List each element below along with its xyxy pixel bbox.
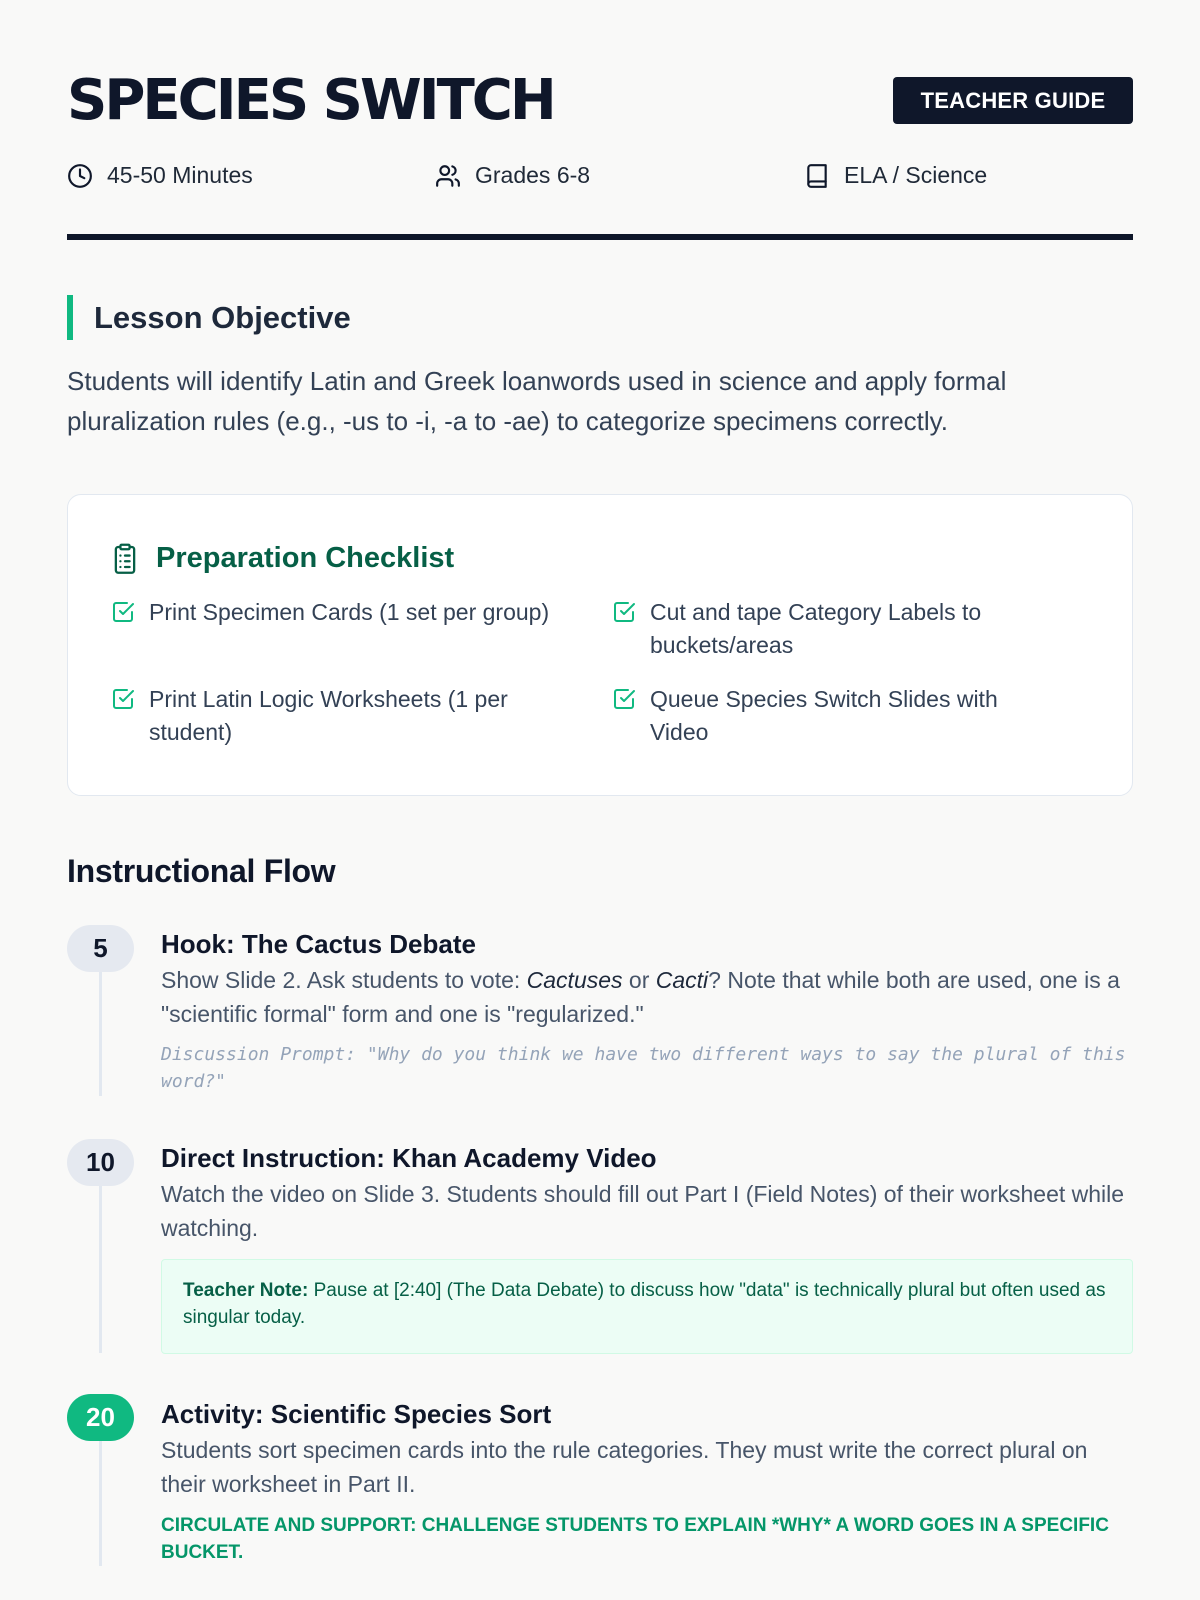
checklist-item[interactable]: [111, 596, 581, 629]
checkbox-checked-icon: [111, 687, 135, 711]
step-description: Watch the video on Slide 3. Students should fill out Part I (Field Notes) of their worksheet while watching.: [161, 1181, 1125, 1241]
discussion-prompt: Discussion Prompt: "Why do you think we have two different ways to say the plural of this word?": [161, 1044, 1126, 1092]
checklist-item-label: Print Specimen Cards (1 set per group): [149, 599, 550, 625]
meta-subject: [804, 162, 987, 189]
step-title: Hook: The Cactus Debate: [161, 929, 476, 959]
checklist-title: Preparation Checklist: [156, 542, 455, 574]
teacher-note: Teacher Note: Pause at [2:40] (The Data Debate) to discuss how "data" is technically plural but often used as singular today.: [161, 1259, 1133, 1354]
guide-header: [67, 0, 1133, 240]
checklist-item-label: Print Latin Logic Worksheets (1 per student): [149, 686, 508, 745]
preparation-checklist-card: [67, 494, 1133, 796]
checkbox-checked-icon: [612, 600, 636, 624]
checklist-item-label: Cut and tape Category Labels to buckets/areas: [650, 599, 982, 658]
step-title: Direct Instruction: Khan Academy Video: [161, 1143, 657, 1173]
circulate-support-tip: CIRCULATE AND SUPPORT: CHALLENGE STUDENTS TO EXPLAIN *WHY* A WORD GOES IN A SPECIFIC BUCKET.: [161, 1515, 1109, 1563]
checklist-item[interactable]: [612, 683, 1042, 749]
subject-text: ELA / Science: [844, 162, 988, 188]
step-minutes-badge: 10: [67, 1139, 134, 1186]
checklist-header: [111, 542, 454, 575]
instructional-flow-heading: Instructional Flow: [67, 853, 336, 889]
timeline-connector: [99, 1163, 102, 1353]
users-icon: [435, 163, 461, 189]
checkbox-checked-icon: [612, 687, 636, 711]
meta-duration: [67, 162, 253, 189]
checklist-item-label: Queue Species Switch Slides with Video: [650, 686, 998, 745]
step-description: Show Slide 2. Ask students to vote: Cactuses or Cacti? Note that while both are used, one is a "scientific formal" form and one is "regularized.": [161, 967, 1120, 1027]
page-title: SPECIES SWITCH: [67, 68, 554, 133]
checklist-item[interactable]: [111, 683, 561, 749]
book-icon: [804, 163, 830, 189]
clipboard-icon: [111, 543, 139, 575]
step-minutes-badge: 5: [67, 925, 134, 972]
checkbox-checked-icon: [111, 600, 135, 624]
step-minutes-badge: 20: [67, 1394, 134, 1441]
teacher-guide-badge: TEACHER GUIDE: [893, 77, 1133, 124]
grades-text: Grades 6-8: [475, 162, 591, 188]
meta-grades: [435, 162, 590, 189]
lesson-objective-text: Students will identify Latin and Greek loanwords used in science and apply formal pluralization rules (e.g., -us to -i, -a to -ae) to categorize specimens correctly.: [67, 366, 1007, 436]
lesson-objective-heading: Lesson Objective: [67, 295, 351, 340]
checklist-item[interactable]: [612, 596, 1042, 662]
duration-text: 45-50 Minutes: [107, 162, 253, 188]
clock-icon: [67, 163, 93, 189]
step-title: Activity: Scientific Species Sort: [161, 1399, 552, 1429]
step-description: Students sort specimen cards into the rule categories. They must write the correct plural on their worksheet in Part II.: [161, 1437, 1088, 1497]
